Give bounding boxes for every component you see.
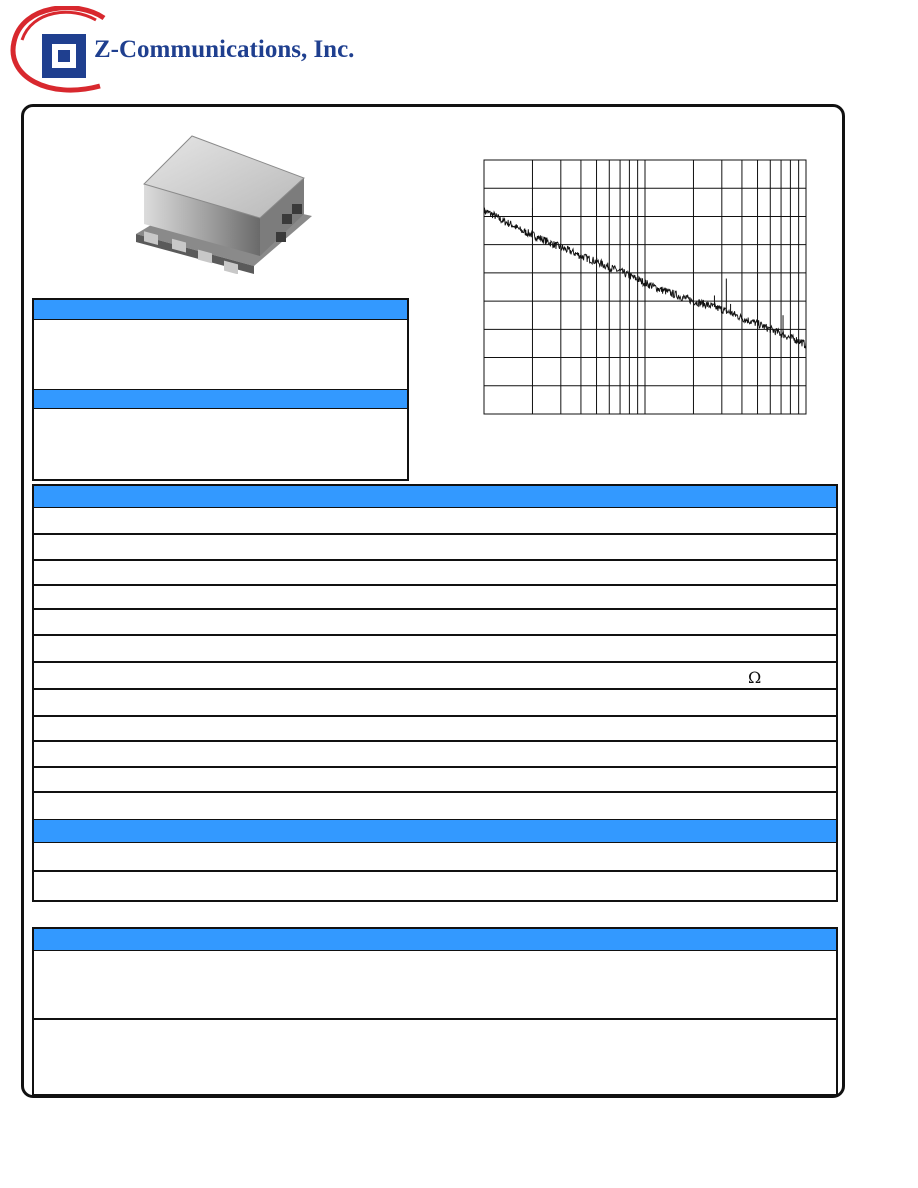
spec-row-divider xyxy=(34,634,836,636)
spec-row-divider xyxy=(34,661,836,663)
applications-header-band xyxy=(34,389,407,409)
spec-row-divider xyxy=(34,688,836,690)
spec-row-divider xyxy=(34,766,836,768)
spec-row-divider xyxy=(34,559,836,561)
spec-row-divider xyxy=(34,608,836,610)
notes-header-band xyxy=(34,929,836,951)
phase-noise-chart xyxy=(482,158,808,416)
spec-row-divider xyxy=(34,740,836,742)
spec-row-divider xyxy=(34,584,836,586)
notes-table xyxy=(32,927,838,1096)
spec-row-divider xyxy=(34,533,836,535)
spec-row-divider xyxy=(34,791,836,793)
performance-header-band xyxy=(34,300,407,320)
chart-grid xyxy=(484,160,806,414)
notes-divider xyxy=(34,1018,836,1020)
spec-table-header-band xyxy=(34,486,836,508)
spec-table-section-band xyxy=(34,819,836,843)
spec-row-divider xyxy=(34,715,836,717)
spec-row-divider xyxy=(34,870,836,872)
vco-module-photo-icon xyxy=(132,132,314,274)
ohm-symbol: Ω xyxy=(748,668,762,687)
company-name: Z-Communications, Inc. xyxy=(94,36,355,63)
